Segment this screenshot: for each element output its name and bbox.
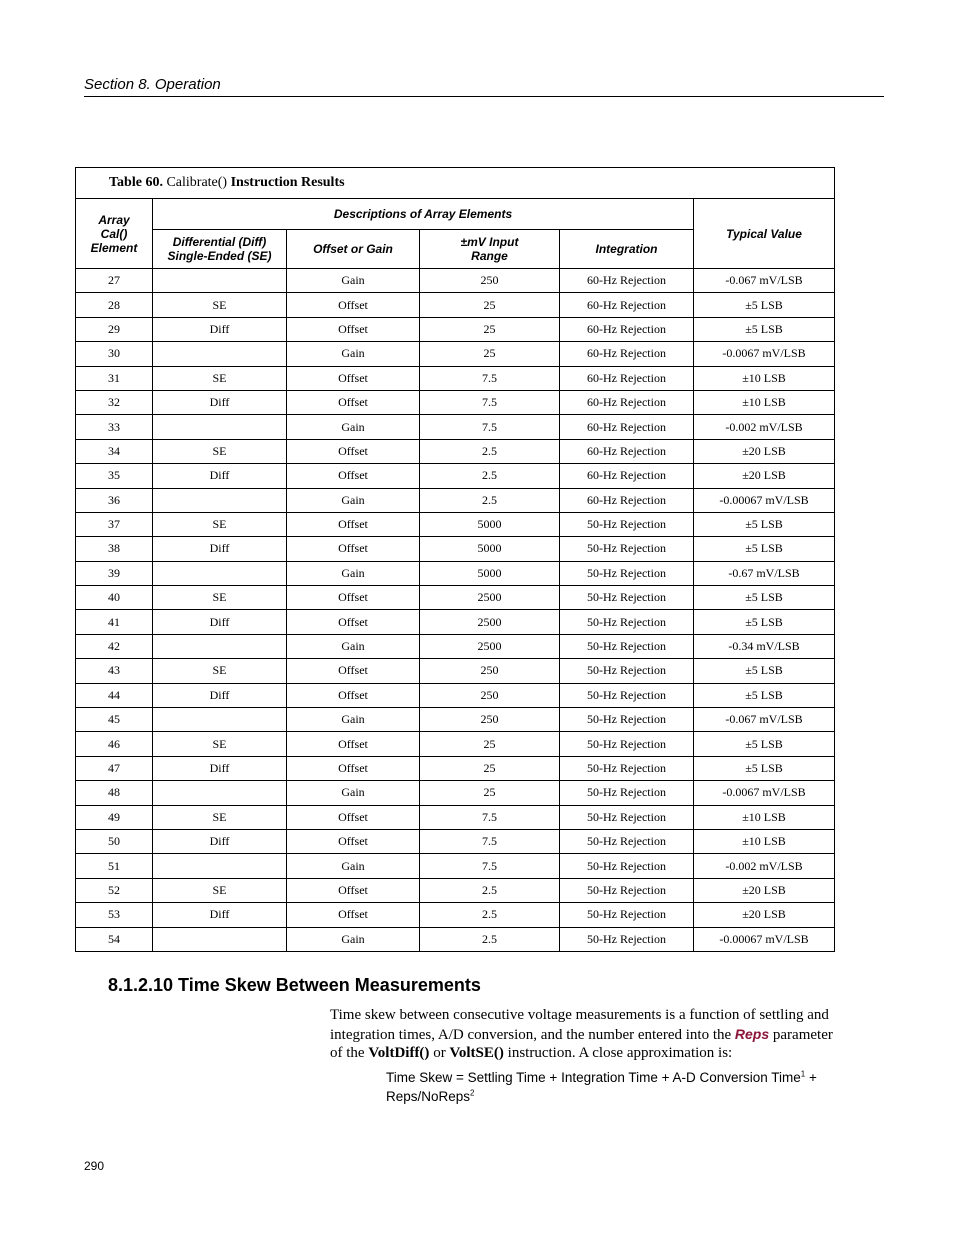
paragraph-text-2: parameter of the — [330, 1026, 833, 1061]
table-row — [76, 829, 835, 853]
cell-element: 43 — [76, 659, 153, 683]
cell-integration: 60-Hz Rejection — [560, 366, 694, 390]
cell-typical: ±10 LSB — [694, 805, 835, 829]
cell-typical: ±5 LSB — [694, 610, 835, 634]
cell-integration: 60-Hz Rejection — [560, 488, 694, 512]
header-rule — [84, 96, 884, 97]
cell-diff-se — [153, 854, 287, 878]
cell-typical: ±10 LSB — [694, 390, 835, 414]
table-row — [76, 903, 835, 927]
cell-range: 7.5 — [420, 415, 560, 439]
cell-integration: 50-Hz Rejection — [560, 634, 694, 658]
cell-integration: 50-Hz Rejection — [560, 561, 694, 585]
cell-integration: 50-Hz Rejection — [560, 878, 694, 902]
table-row — [76, 781, 835, 805]
cell-offset-gain: Offset — [287, 293, 420, 317]
cell-offset-gain: Offset — [287, 903, 420, 927]
cell-offset-gain: Gain — [287, 269, 420, 293]
col-header-offset-gain: Offset or Gain — [287, 230, 420, 269]
cell-range: 25 — [420, 732, 560, 756]
cell-integration: 50-Hz Rejection — [560, 829, 694, 853]
col-header-element: Array Cal() Element — [76, 199, 153, 269]
cell-integration: 50-Hz Rejection — [560, 708, 694, 732]
cell-element: 39 — [76, 561, 153, 585]
cell-element: 44 — [76, 683, 153, 707]
cell-typical: ±5 LSB — [694, 586, 835, 610]
cell-range: 25 — [420, 342, 560, 366]
table-row — [76, 586, 835, 610]
cell-typical: ±5 LSB — [694, 659, 835, 683]
cell-diff-se — [153, 342, 287, 366]
paragraph-text-4: instruction. A close approximation is: — [503, 1045, 733, 1061]
table-row — [76, 927, 835, 951]
cell-integration: 50-Hz Rejection — [560, 854, 694, 878]
cell-offset-gain: Gain — [287, 708, 420, 732]
cell-element: 27 — [76, 269, 153, 293]
cell-range: 2.5 — [420, 903, 560, 927]
cell-diff-se: Diff — [153, 903, 287, 927]
cell-integration: 50-Hz Rejection — [560, 927, 694, 951]
cell-range: 25 — [420, 781, 560, 805]
cell-offset-gain: Gain — [287, 781, 420, 805]
cell-range: 2.5 — [420, 927, 560, 951]
table-row — [76, 293, 835, 317]
cell-element: 37 — [76, 512, 153, 536]
cell-offset-gain: Gain — [287, 415, 420, 439]
cell-range: 250 — [420, 269, 560, 293]
calibrate-results-table — [75, 167, 835, 952]
cell-diff-se — [153, 561, 287, 585]
table-row — [76, 634, 835, 658]
cell-typical: ±5 LSB — [694, 317, 835, 341]
col-header-descriptions: Descriptions of Array Elements — [153, 199, 694, 230]
table-caption-label: Table 60. — [109, 175, 163, 190]
cell-offset-gain: Gain — [287, 854, 420, 878]
cell-element: 28 — [76, 293, 153, 317]
cell-offset-gain: Gain — [287, 634, 420, 658]
cell-element: 31 — [76, 366, 153, 390]
col-header-range: ±mV Input Range — [420, 230, 560, 269]
paragraph-text-1: Time skew between consecutive voltage measurements is a function of settling and integration times, A/D conversion, and the number entered into the — [330, 1007, 829, 1043]
table-row — [76, 854, 835, 878]
cell-diff-se: Diff — [153, 756, 287, 780]
table-caption-rest: Instruction Results — [230, 175, 345, 190]
cell-element: 54 — [76, 927, 153, 951]
col-header-diff-se: Differential (Diff) Single-Ended (SE) — [153, 230, 287, 269]
cell-diff-se: Diff — [153, 683, 287, 707]
cell-range: 25 — [420, 293, 560, 317]
paragraph-text-3: or — [429, 1045, 450, 1061]
cell-offset-gain: Offset — [287, 464, 420, 488]
col-header-typical: Typical Value — [694, 199, 835, 269]
cell-diff-se: SE — [153, 366, 287, 390]
cell-range: 5000 — [420, 512, 560, 536]
cell-element: 33 — [76, 415, 153, 439]
page-number: 290 — [84, 1159, 105, 1173]
cell-range: 25 — [420, 317, 560, 341]
table-row — [76, 708, 835, 732]
cell-integration: 50-Hz Rejection — [560, 659, 694, 683]
table-row — [76, 464, 835, 488]
table-caption — [76, 168, 835, 199]
cell-range: 2500 — [420, 586, 560, 610]
table-row — [76, 512, 835, 536]
cell-diff-se: SE — [153, 878, 287, 902]
cell-diff-se: SE — [153, 293, 287, 317]
cell-integration: 50-Hz Rejection — [560, 512, 694, 536]
cell-offset-gain: Offset — [287, 586, 420, 610]
cell-typical: ±5 LSB — [694, 293, 835, 317]
cell-integration: 50-Hz Rejection — [560, 537, 694, 561]
table-row — [76, 659, 835, 683]
cell-offset-gain: Offset — [287, 878, 420, 902]
cell-element: 32 — [76, 390, 153, 414]
cell-typical: -0.67 mV/LSB — [694, 561, 835, 585]
cell-offset-gain: Offset — [287, 805, 420, 829]
cell-diff-se: Diff — [153, 537, 287, 561]
cell-integration: 60-Hz Rejection — [560, 293, 694, 317]
table-row — [76, 317, 835, 341]
cell-range: 7.5 — [420, 829, 560, 853]
table-row — [76, 342, 835, 366]
footnote-ref-1: 1 — [800, 1069, 806, 1079]
cell-element: 30 — [76, 342, 153, 366]
cell-offset-gain: Offset — [287, 512, 420, 536]
cell-typical: ±5 LSB — [694, 537, 835, 561]
cell-integration: 60-Hz Rejection — [560, 269, 694, 293]
cell-element: 47 — [76, 756, 153, 780]
cell-typical: -0.067 mV/LSB — [694, 269, 835, 293]
cell-offset-gain: Gain — [287, 927, 420, 951]
cell-typical: ±5 LSB — [694, 683, 835, 707]
cell-diff-se — [153, 415, 287, 439]
cell-diff-se — [153, 269, 287, 293]
cell-typical: -0.002 mV/LSB — [694, 415, 835, 439]
cell-diff-se: Diff — [153, 390, 287, 414]
cell-range: 5000 — [420, 537, 560, 561]
cell-offset-gain: Offset — [287, 366, 420, 390]
table-row — [76, 439, 835, 463]
table-row — [76, 537, 835, 561]
section-title: 8.1.2.10 Time Skew Between Measurements — [108, 975, 481, 995]
cell-offset-gain: Gain — [287, 561, 420, 585]
cell-element: 48 — [76, 781, 153, 805]
cell-diff-se: Diff — [153, 464, 287, 488]
cell-element: 41 — [76, 610, 153, 634]
cell-typical: -0.34 mV/LSB — [694, 634, 835, 658]
cell-diff-se: SE — [153, 805, 287, 829]
cell-element: 49 — [76, 805, 153, 829]
cell-diff-se: SE — [153, 659, 287, 683]
table-row — [76, 878, 835, 902]
table-body — [76, 269, 835, 952]
cell-element: 35 — [76, 464, 153, 488]
cell-typical: -0.0067 mV/LSB — [694, 342, 835, 366]
cell-offset-gain: Offset — [287, 537, 420, 561]
cell-diff-se: SE — [153, 732, 287, 756]
cell-offset-gain: Offset — [287, 439, 420, 463]
cell-range: 250 — [420, 683, 560, 707]
table-caption-func: Calibrate() — [166, 175, 228, 190]
cell-range: 2.5 — [420, 488, 560, 512]
cell-element: 29 — [76, 317, 153, 341]
cell-typical: ±10 LSB — [694, 829, 835, 853]
table-row — [76, 756, 835, 780]
cell-integration: 50-Hz Rejection — [560, 781, 694, 805]
cell-typical: -0.067 mV/LSB — [694, 708, 835, 732]
cell-diff-se: SE — [153, 586, 287, 610]
cell-diff-se: SE — [153, 439, 287, 463]
cell-integration: 50-Hz Rejection — [560, 610, 694, 634]
table-row — [76, 488, 835, 512]
cell-range: 7.5 — [420, 366, 560, 390]
cell-offset-gain: Offset — [287, 829, 420, 853]
time-skew-formula — [386, 1068, 846, 1106]
table-row — [76, 415, 835, 439]
formula-plus: + — [805, 1070, 817, 1085]
table-row — [76, 683, 835, 707]
cell-typical: ±20 LSB — [694, 439, 835, 463]
cell-offset-gain: Offset — [287, 756, 420, 780]
cell-typical: ±5 LSB — [694, 512, 835, 536]
cell-element: 40 — [76, 586, 153, 610]
cell-element: 45 — [76, 708, 153, 732]
cell-range: 7.5 — [420, 854, 560, 878]
cell-diff-se: Diff — [153, 610, 287, 634]
cell-diff-se — [153, 488, 287, 512]
cell-typical: ±5 LSB — [694, 756, 835, 780]
cell-range: 250 — [420, 659, 560, 683]
cell-integration: 60-Hz Rejection — [560, 342, 694, 366]
cell-integration: 60-Hz Rejection — [560, 390, 694, 414]
cell-element: 42 — [76, 634, 153, 658]
cell-integration: 60-Hz Rejection — [560, 317, 694, 341]
footnote-ref-2: 2 — [470, 1088, 475, 1098]
cell-element: 50 — [76, 829, 153, 853]
table-row — [76, 610, 835, 634]
cell-offset-gain: Gain — [287, 488, 420, 512]
cell-integration: 50-Hz Rejection — [560, 805, 694, 829]
cell-element: 36 — [76, 488, 153, 512]
cell-typical: ±10 LSB — [694, 366, 835, 390]
cell-integration: 60-Hz Rejection — [560, 439, 694, 463]
cell-element: 53 — [76, 903, 153, 927]
reps-parameter: Reps — [734, 1025, 770, 1042]
cell-range: 7.5 — [420, 390, 560, 414]
cell-typical: -0.0067 mV/LSB — [694, 781, 835, 805]
cell-integration: 50-Hz Rejection — [560, 756, 694, 780]
cell-typical: ±5 LSB — [694, 732, 835, 756]
cell-offset-gain: Offset — [287, 732, 420, 756]
cell-element: 51 — [76, 854, 153, 878]
table-row — [76, 366, 835, 390]
cell-diff-se — [153, 781, 287, 805]
cell-typical: ±20 LSB — [694, 464, 835, 488]
cell-diff-se — [153, 634, 287, 658]
cell-offset-gain: Offset — [287, 390, 420, 414]
table-row — [76, 561, 835, 585]
formula-line-1: Time Skew = Settling Time + Integration Time + A-D Conversion Time — [386, 1070, 801, 1085]
cell-element: 46 — [76, 732, 153, 756]
voltdiff-instruction: VoltDiff() — [368, 1045, 430, 1061]
cell-integration: 60-Hz Rejection — [560, 464, 694, 488]
cell-range: 250 — [420, 708, 560, 732]
table-row — [76, 732, 835, 756]
cell-diff-se: SE — [153, 512, 287, 536]
cell-offset-gain: Offset — [287, 659, 420, 683]
cell-typical: ±20 LSB — [694, 903, 835, 927]
body-paragraph — [330, 1006, 840, 1063]
cell-range: 7.5 — [420, 805, 560, 829]
cell-typical: -0.00067 mV/LSB — [694, 488, 835, 512]
cell-range: 2500 — [420, 610, 560, 634]
cell-integration: 50-Hz Rejection — [560, 903, 694, 927]
cell-diff-se — [153, 708, 287, 732]
cell-typical: -0.002 mV/LSB — [694, 854, 835, 878]
table-row — [76, 269, 835, 293]
table-row — [76, 390, 835, 414]
cell-element: 38 — [76, 537, 153, 561]
cell-diff-se — [153, 927, 287, 951]
cell-offset-gain: Offset — [287, 317, 420, 341]
cell-element: 34 — [76, 439, 153, 463]
cell-integration: 50-Hz Rejection — [560, 586, 694, 610]
cell-integration: 50-Hz Rejection — [560, 732, 694, 756]
cell-diff-se: Diff — [153, 317, 287, 341]
cell-range: 5000 — [420, 561, 560, 585]
cell-integration: 50-Hz Rejection — [560, 683, 694, 707]
col-header-integration: Integration — [560, 230, 694, 269]
cell-typical: ±20 LSB — [694, 878, 835, 902]
cell-range: 2.5 — [420, 439, 560, 463]
section-header: Section 8. Operation — [84, 76, 221, 93]
formula-line-2: Reps/NoReps — [386, 1089, 471, 1104]
cell-range: 2500 — [420, 634, 560, 658]
cell-typical: -0.00067 mV/LSB — [694, 927, 835, 951]
voltse-instruction: VoltSE() — [449, 1045, 504, 1061]
table-row — [76, 805, 835, 829]
cell-offset-gain: Gain — [287, 342, 420, 366]
cell-diff-se: Diff — [153, 829, 287, 853]
cell-range: 25 — [420, 756, 560, 780]
cell-range: 2.5 — [420, 464, 560, 488]
cell-offset-gain: Offset — [287, 610, 420, 634]
cell-offset-gain: Offset — [287, 683, 420, 707]
cell-range: 2.5 — [420, 878, 560, 902]
cell-element: 52 — [76, 878, 153, 902]
cell-integration: 60-Hz Rejection — [560, 415, 694, 439]
